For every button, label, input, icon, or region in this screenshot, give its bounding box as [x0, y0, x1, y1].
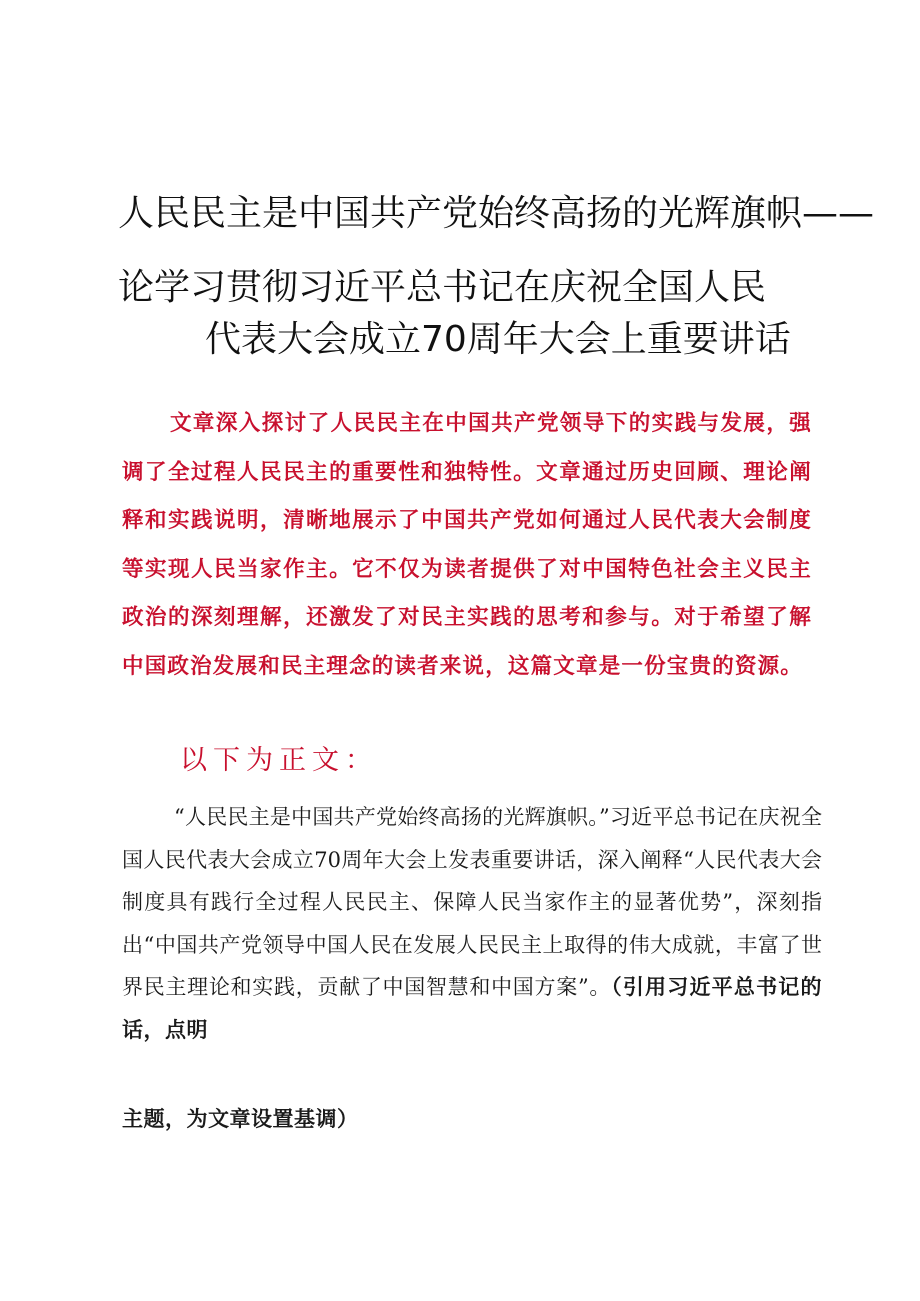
title-line-2: 论学习贯彻习近平总书记在庆祝全国人民 — [118, 267, 767, 308]
summary-paragraph: 文章深入探讨了人民民主在中国共产党领导下的实践与发展，强调了全过程人民民主的重要性和独特性。文章通过历史回顾、理论阐释和实践说明，清晰地展示了中国共产党如何通过人民代表大会制度等实现人民当家作主。它不仅为读者提供了对中国特色社会主义民主政治的深刻理解，还激发了对民主实践的思考和参与。对于希望了解中国政治发展和民主理念的读者来说，这篇文章是一份宝贵的资源。 — [122, 411, 812, 679]
title-line-3: 代表大会成立70周年大会上重要讲话 — [205, 319, 791, 360]
annotation-note: （引用习近平总书记的话，点明 — [122, 974, 823, 1042]
annotation-note-continued: 主题，为文章设置基调） — [122, 1106, 359, 1131]
body-quote-text: “人民民主是中国共产党始终高扬的光辉旗帜。”习近平总书记在庆祝全国人民代表大会成立70周年大会上发表重要讲话，深入阐释“人民代表大会制度具有践行全过程人民民主、保障人民当家作主的显著优势”，深刻指出“中国共产党领导中国人民在发展人民民主上取得的伟大成就，丰富了世界民主理论和实践，贡献了中国智慧和中国方案”。 — [122, 805, 822, 999]
body-paragraph — [122, 796, 822, 1051]
body-intro-label: 以下为正文： — [180, 745, 378, 776]
title-line-1: 人民民主是中国共产党始终高扬的光辉旗帜—— — [118, 193, 875, 234]
